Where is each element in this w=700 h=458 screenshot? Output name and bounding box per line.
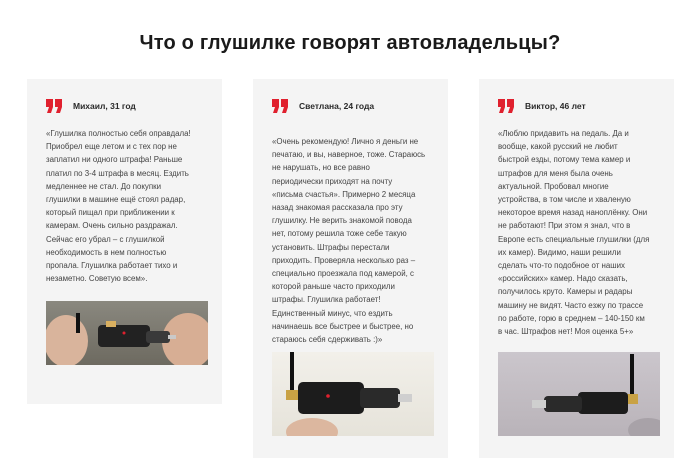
review-text-line: который пищал при приближении к [46, 208, 175, 218]
review-text-line: приходить. Проверяла несколько раз – [272, 255, 416, 265]
review-text-line: незаметно. Советую всем». [46, 274, 148, 284]
review-text-line: установить. Штрафы перестали [272, 242, 390, 252]
review-text [498, 127, 663, 338]
review-card [253, 79, 448, 458]
review-author: Светлана, 24 года [299, 101, 375, 111]
review-text-line: необходимость в нем полностью [46, 247, 167, 257]
review-text-line: «Люблю придавить на педаль. Да и [498, 129, 629, 138]
review-text-line: их камер). Видимо, наши решили [498, 247, 621, 257]
car-jammer-photo [46, 301, 208, 365]
review-text-line: быстрой езды, потому тема камер и [498, 155, 631, 165]
review-text-line: в час. Штрафов нет! Моя оценка 5+» [498, 327, 634, 337]
review-text-line: не нарушать, но все равно [272, 163, 370, 173]
review-text-line: некоторое время назад наноплёнку. Они [498, 208, 648, 218]
review-text-line: печатаю, и вы, наверное, тоже. Стараюсь [272, 150, 426, 160]
car-jammer-photo [498, 352, 660, 436]
review-text-line: Сейчас его убрал – с глушилкой [46, 234, 165, 244]
review-text-line: глушилку. Не верить знакомой повода [272, 216, 412, 226]
review-text-line: глушилки в машине ещё стоял радар, [46, 195, 186, 205]
review-text-line: периодически приходят на почту [272, 176, 393, 186]
review-text-line: устройства, в том числе и хваленую [498, 195, 631, 205]
review-text-line: Европе есть специальные глушилки (для [498, 234, 650, 244]
review-text-line: машину не видят. Часто езжу по трассе [498, 300, 644, 310]
quote-icon [272, 99, 290, 113]
review-text-line: актуальной. Пробовал многие [498, 181, 609, 191]
review-text-line: по работе, горю в среднем – 140-150 км [498, 313, 645, 323]
review-text-line: медленнее не стал. До покупки [46, 181, 161, 191]
review-text-line: специально проезжала под камерой, с [272, 269, 414, 279]
review-text-line: Приобрел еще летом и с тех пор не [46, 142, 177, 152]
review-text-line: пропала. Глушилка работает тихо и [46, 261, 178, 271]
review-photo [498, 352, 660, 436]
review-text-line: «Очень рекомендую! Лично я деньги не [272, 137, 419, 146]
car-jammer-photo [272, 352, 434, 436]
review-text-line: Единственный минус, что ездить [272, 308, 393, 318]
page-title: Что о глушилке говорят автовладельцы? [139, 32, 561, 54]
review-text [46, 127, 211, 285]
review-author: Виктор, 46 лет [525, 101, 586, 111]
review-photo [46, 301, 208, 365]
review-text-line: штрафов для меня была очень [498, 168, 613, 178]
review-text-line: вообще, какой русский не любит [498, 142, 618, 152]
review-text-line: «Глушилка полностью себя оправдала! [46, 129, 191, 138]
review-text-line: сделать что-то подобное от наших [498, 261, 625, 271]
review-text-line: заплатил ни одного штрафа! Раньше [46, 155, 183, 165]
review-author: Михаил, 31 год [73, 101, 136, 111]
review-text-line: платил по 3-4 штрафа в месяц. Ездить [46, 168, 189, 178]
review-text-line: «российских» камер. Надо сказать, [498, 274, 628, 284]
review-text-line: которой раньше часто приходили [272, 282, 395, 292]
review-card [479, 79, 674, 458]
review-text-line: назад знакомая рассказала про эту [272, 203, 403, 213]
review-text [272, 135, 437, 346]
review-text-line: камерам. Очень сильно раздражал. [46, 221, 178, 231]
review-text-line: штрафы. Глушилка работает! [272, 295, 381, 305]
quote-icon [498, 99, 516, 113]
review-text-line: не работают! При этом я знал, что в [498, 221, 631, 231]
review-text-line: начинаешь все быстрее и быстрее, но [272, 321, 414, 331]
review-text-line: стараюсь себя сдерживать :)» [272, 335, 383, 345]
review-card [27, 79, 222, 404]
review-text-line: «письма счастья». Примерно 2 месяца [272, 189, 416, 199]
review-text-line: получилось круто. Камеры и радары [498, 287, 633, 297]
quote-icon [46, 99, 64, 113]
review-text-line: нет, потому решила тоже себе такую [272, 229, 407, 239]
review-photo [272, 352, 434, 436]
